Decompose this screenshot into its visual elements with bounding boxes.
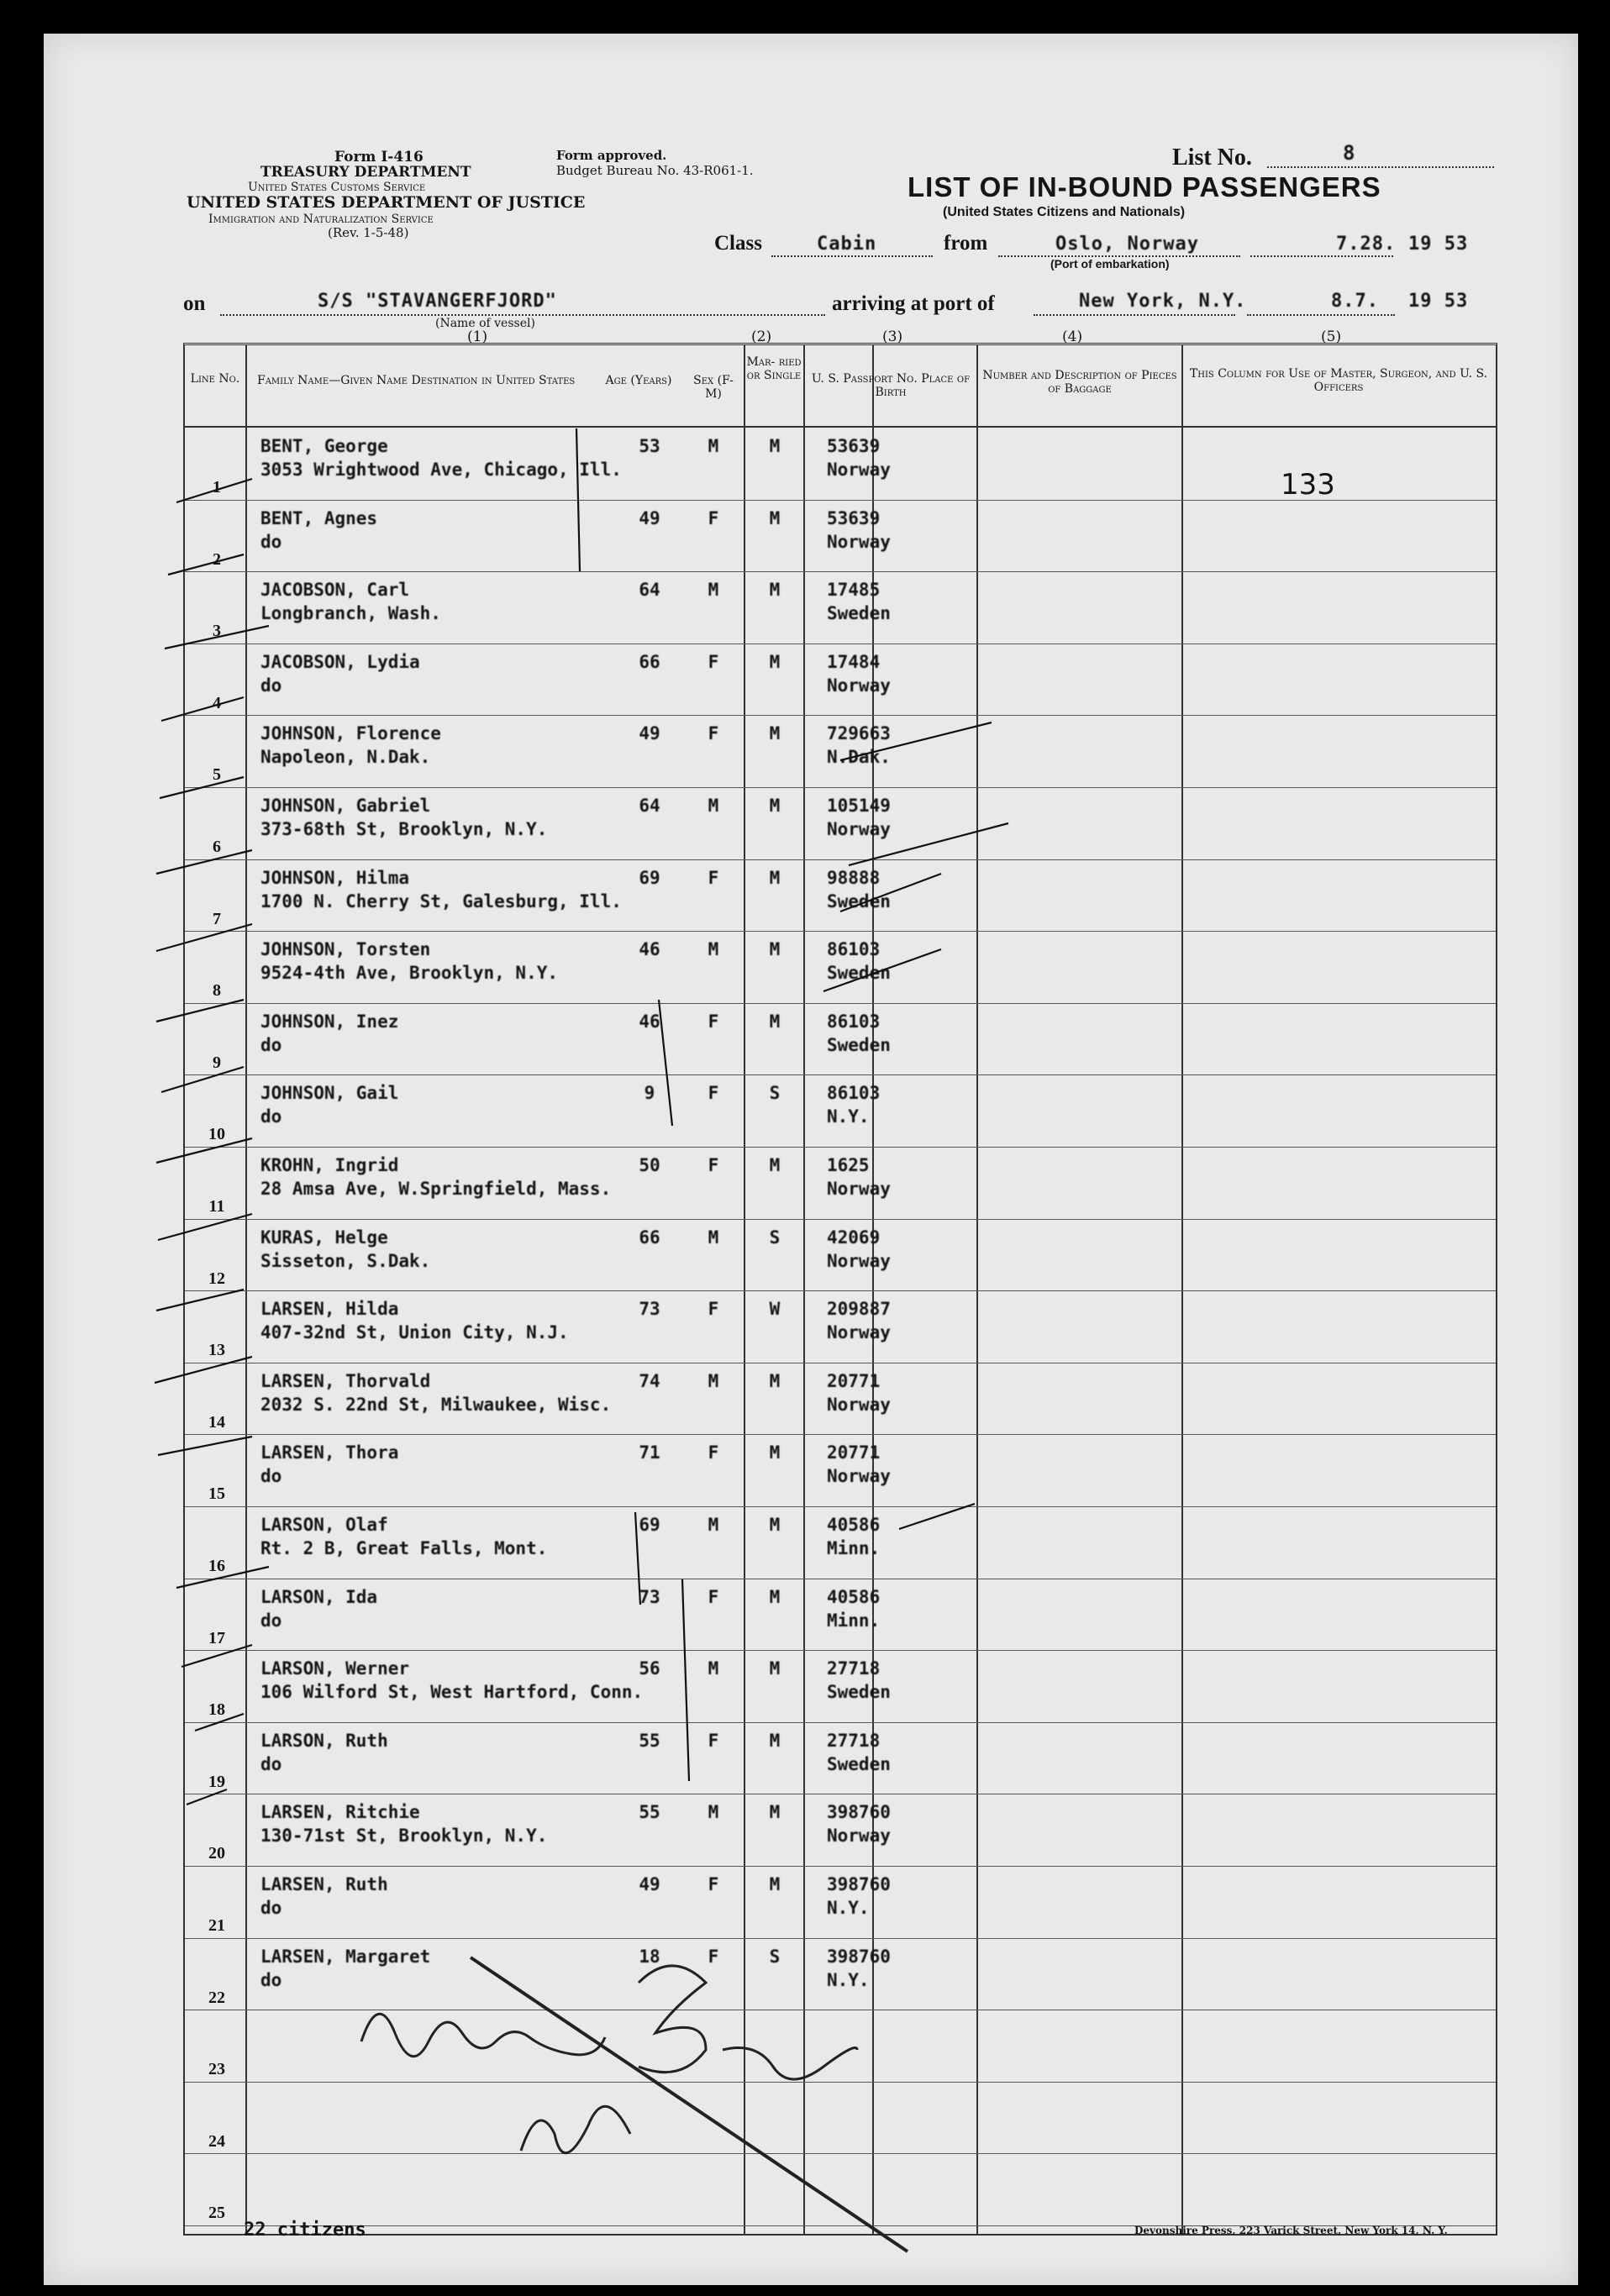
- passenger-name: BENT, Agnes: [260, 507, 378, 528]
- passenger-destination: Longbranch, Wash.: [260, 603, 441, 624]
- passenger-destination: Sisseton, S.Dak.: [260, 1250, 431, 1271]
- passenger-name: JACOBSON, Carl: [260, 580, 410, 601]
- vessel-name: S/S "STAVANGERFJORD": [318, 291, 557, 312]
- passenger-age: 55: [639, 1802, 660, 1823]
- place-of-birth: N.Y.: [827, 1106, 870, 1127]
- place-of-birth: Sweden: [827, 1753, 891, 1774]
- passenger-destination: do: [260, 1034, 282, 1055]
- line-number: 8: [213, 981, 221, 1001]
- line-number: 5: [213, 765, 221, 785]
- passenger-name: LARSON, Ruth: [260, 1730, 388, 1751]
- passenger-sex: M: [708, 1802, 719, 1823]
- passenger-name: JOHNSON, Inez: [260, 1011, 399, 1032]
- arriving-label: arriving at port of: [832, 292, 995, 315]
- passenger-age: 69: [639, 1515, 660, 1535]
- passport-number: 86103: [827, 1083, 881, 1104]
- passport-number: 53639: [827, 507, 881, 528]
- passenger-name: KURAS, Helge: [260, 1227, 388, 1248]
- passenger-destination: 2032 S. 22nd St, Milwaukee, Wisc.: [260, 1394, 612, 1415]
- passenger-age: 73: [639, 1299, 660, 1320]
- line-number: 15: [208, 1484, 225, 1504]
- citizens-total: 22 citizens: [244, 2220, 366, 2241]
- place-of-birth: Norway: [827, 1394, 891, 1415]
- passenger-marital: M: [769, 939, 781, 960]
- passenger-name: LARSEN, Hilda: [260, 1299, 399, 1320]
- passport-number: 17485: [827, 580, 881, 601]
- header-baggage: Number and Description of Pieces of Baggage: [982, 369, 1177, 396]
- line-number: 23: [208, 2060, 225, 2079]
- passenger-marital: M: [769, 1730, 781, 1751]
- line-number: 16: [208, 1557, 225, 1575]
- line-number: 22: [208, 1988, 225, 2007]
- passenger-destination: do: [260, 1969, 282, 1990]
- passport-number: 1625: [827, 1155, 870, 1175]
- passenger-marital: M: [769, 1011, 781, 1032]
- passenger-name: BENT, George: [260, 436, 388, 456]
- passenger-destination: 28 Amsa Ave, W.Springfield, Mass.: [260, 1179, 612, 1199]
- passenger-marital: M: [769, 507, 781, 528]
- passenger-name: LARSEN, Thorvald: [260, 1370, 431, 1391]
- passenger-marital: M: [769, 867, 781, 888]
- passenger-destination: Napoleon, N.Dak.: [260, 747, 431, 768]
- line-number: 13: [208, 1341, 225, 1360]
- header-married: Mar- ried or Single: [746, 355, 802, 382]
- passenger-name: LARSEN, Margaret: [260, 1946, 431, 1967]
- place-of-birth: Sweden: [827, 603, 891, 624]
- treasury-dept: TREASURY DEPARTMENT: [260, 164, 471, 181]
- passenger-age: 66: [639, 651, 660, 672]
- passenger-name: JOHNSON, Hilma: [260, 867, 410, 888]
- passenger-destination: Rt. 2 B, Great Falls, Mont.: [260, 1538, 548, 1558]
- passenger-destination: do: [260, 1106, 282, 1127]
- passport-number: 20771: [827, 1370, 881, 1391]
- passenger-age: 66: [639, 1227, 660, 1248]
- passenger-age: 55: [639, 1730, 660, 1751]
- passenger-sex: F: [708, 1730, 719, 1751]
- passport-number: 27718: [827, 1730, 881, 1751]
- passenger-marital: S: [769, 1083, 781, 1104]
- passenger-destination: do: [260, 1466, 282, 1487]
- passenger-sex: F: [708, 651, 719, 672]
- line-number: 3: [213, 622, 221, 641]
- line-number: 21: [208, 1916, 225, 1935]
- passenger-sex: M: [708, 580, 719, 601]
- passenger-destination: 3053 Wrightwood Ave, Chicago, Ill.: [260, 460, 622, 480]
- passenger-sex: M: [708, 1227, 719, 1248]
- passenger-age: 50: [639, 1155, 660, 1175]
- passenger-marital: M: [769, 796, 781, 816]
- passenger-sex: F: [708, 1083, 719, 1104]
- passenger-destination: 407-32nd St, Union City, N.J.: [260, 1322, 569, 1343]
- passenger-name: JOHNSON, Gail: [260, 1083, 399, 1104]
- passenger-name: LARSEN, Ruth: [260, 1874, 388, 1894]
- printer-imprint: Devonshire Press, 223 Varick Street, New York 14, N. Y.: [1134, 2225, 1448, 2236]
- passenger-name: JOHNSON, Gabriel: [260, 796, 431, 816]
- place-of-birth: Norway: [827, 1179, 891, 1199]
- line-number: 25: [208, 2204, 225, 2223]
- passport-number: 209887: [827, 1299, 891, 1320]
- place-of-birth: Norway: [827, 675, 891, 696]
- line-number: 10: [208, 1125, 225, 1144]
- line-number: 11: [208, 1197, 225, 1216]
- passport-number: 398760: [827, 1874, 891, 1894]
- place-of-birth: Norway: [827, 1250, 891, 1271]
- passenger-name: LARSON, Ida: [260, 1586, 378, 1607]
- passenger-destination: 130-71st St, Brooklyn, N.Y.: [260, 1826, 548, 1847]
- passenger-sex: F: [708, 723, 719, 744]
- col-number-5: (5): [1321, 328, 1342, 345]
- line-number: 12: [208, 1269, 225, 1288]
- header-name: Family Name—Given Name Destination in United States: [257, 374, 576, 387]
- place-of-birth: Norway: [827, 531, 891, 552]
- line-number: 14: [208, 1412, 225, 1432]
- passenger-name: LARSEN, Ritchie: [260, 1802, 420, 1823]
- port-of-embarkation-note: (Port of embarkation): [1050, 257, 1170, 271]
- passenger-destination: do: [260, 1610, 282, 1631]
- col-number-3: (3): [882, 328, 903, 345]
- passport-number: 27718: [827, 1658, 881, 1679]
- col-number-2: (2): [751, 328, 772, 345]
- passenger-destination: 106 Wilford St, West Hartford, Conn.: [260, 1682, 644, 1703]
- vessel-note: (Name of vessel): [435, 317, 535, 330]
- place-of-birth: Norway: [827, 819, 891, 839]
- passenger-marital: M: [769, 1515, 781, 1535]
- place-of-birth: Sweden: [827, 1034, 891, 1055]
- passenger-marital: S: [769, 1227, 781, 1248]
- departure-date: 7.28.: [1336, 234, 1397, 255]
- passport-number: 729663: [827, 723, 891, 744]
- passport-number: 53639: [827, 436, 881, 456]
- line-number: 1: [213, 478, 221, 497]
- passport-number: 42069: [827, 1227, 881, 1248]
- line-number: 20: [208, 1844, 225, 1863]
- passenger-age: 9: [644, 1083, 655, 1104]
- list-no-value: 8: [1343, 141, 1356, 165]
- passenger-marital: M: [769, 1442, 781, 1463]
- passenger-age: 53: [639, 436, 660, 456]
- line-number: 4: [213, 693, 221, 712]
- passenger-sex: F: [708, 1874, 719, 1894]
- header-sex: Sex (F-M): [693, 374, 734, 401]
- passenger-age: 74: [639, 1370, 660, 1391]
- passport-number: 98888: [827, 867, 881, 888]
- passenger-age: 64: [639, 796, 660, 816]
- passenger-marital: M: [769, 723, 781, 744]
- passport-number: 398760: [827, 1946, 891, 1967]
- header-officers: This Column for Use of Master, Surgeon, and U. S. Officers: [1189, 367, 1488, 394]
- line-number: 19: [208, 1772, 225, 1791]
- passenger-sex: F: [708, 1586, 719, 1607]
- passenger-name: JACOBSON, Lydia: [260, 651, 420, 672]
- passenger-marital: M: [769, 1658, 781, 1679]
- from-value: Oslo, Norway: [1055, 234, 1199, 255]
- passenger-marital: M: [769, 651, 781, 672]
- passenger-age: 71: [639, 1442, 660, 1463]
- passenger-sex: M: [708, 1515, 719, 1535]
- passport-number: 398760: [827, 1802, 891, 1823]
- passenger-sex: F: [708, 1011, 719, 1032]
- passenger-destination: 373-68th St, Brooklyn, N.Y.: [260, 819, 548, 839]
- passenger-name: JOHNSON, Florence: [260, 723, 441, 744]
- place-of-birth: Minn.: [827, 1610, 881, 1631]
- passenger-marital: M: [769, 1155, 781, 1175]
- passenger-marital: M: [769, 1874, 781, 1894]
- passenger-destination: do: [260, 1753, 282, 1774]
- passport-number: 86103: [827, 939, 881, 960]
- passport-number: 40586: [827, 1515, 881, 1535]
- passenger-marital: M: [769, 436, 781, 456]
- passenger-destination: do: [260, 675, 282, 696]
- form-title: LIST OF IN-BOUND PASSENGERS: [908, 171, 1381, 202]
- col-number-4: (4): [1062, 328, 1083, 345]
- place-of-birth: Sweden: [827, 1682, 891, 1703]
- passenger-age: 73: [639, 1586, 660, 1607]
- line-number: 18: [208, 1700, 225, 1720]
- passenger-age: 64: [639, 580, 660, 601]
- passenger-sex: M: [708, 436, 719, 456]
- place-of-birth: Norway: [827, 1322, 891, 1343]
- passenger-sex: M: [708, 939, 719, 960]
- place-of-birth: Sweden: [827, 891, 891, 912]
- line-number: 17: [208, 1628, 225, 1647]
- passenger-sex: M: [708, 1370, 719, 1391]
- passenger-sex: M: [708, 1658, 719, 1679]
- header-passport: U. S. Passport No. Place of Birth: [811, 372, 971, 399]
- passenger-name: LARSON, Olaf: [260, 1515, 388, 1535]
- passenger-marital: S: [769, 1946, 781, 1967]
- passenger-sex: M: [708, 796, 719, 816]
- passenger-age: 49: [639, 1874, 660, 1894]
- passenger-name: JOHNSON, Torsten: [260, 939, 431, 960]
- passenger-sex: F: [708, 1946, 719, 1967]
- line-number: 7: [213, 909, 221, 928]
- form-subtitle: (United States Citizens and Nationals): [943, 205, 1186, 219]
- passenger-destination: 9524-4th Ave, Brooklyn, N.Y.: [260, 963, 559, 984]
- passenger-age: 18: [639, 1946, 660, 1967]
- passenger-destination: do: [260, 1898, 282, 1918]
- passport-number: 17484: [827, 651, 881, 672]
- line-number: 9: [213, 1053, 221, 1072]
- passenger-age: 49: [639, 507, 660, 528]
- col-number-1: (1): [467, 328, 488, 345]
- arrival-date: 8.7.: [1331, 291, 1379, 312]
- passenger-destination: do: [260, 531, 282, 552]
- passenger-age: 49: [639, 723, 660, 744]
- place-of-birth: N.Dak.: [827, 747, 891, 768]
- passenger-age: 56: [639, 1658, 660, 1679]
- place-of-birth: Norway: [827, 1826, 891, 1847]
- justice-dept: UNITED STATES DEPARTMENT OF JUSTICE: [187, 193, 586, 212]
- place-of-birth: Norway: [827, 1466, 891, 1487]
- arrival-port: New York, N.Y.: [1079, 291, 1247, 312]
- header-age: Age (Years): [605, 374, 672, 387]
- passenger-sex: F: [708, 1442, 719, 1463]
- place-of-birth: N.Y.: [827, 1898, 870, 1918]
- customs-service: United States Customs Service: [248, 181, 426, 194]
- passport-number: 20771: [827, 1442, 881, 1463]
- passenger-marital: W: [769, 1299, 781, 1320]
- passport-number: 86103: [827, 1011, 881, 1032]
- revision: (Rev. 1-5-48): [328, 225, 409, 240]
- passport-number: 40586: [827, 1586, 881, 1607]
- line-number: 24: [208, 2131, 225, 2151]
- list-no-label: List No.: [1172, 144, 1252, 171]
- from-label: from: [944, 232, 988, 255]
- place-of-birth: Norway: [827, 460, 891, 480]
- passenger-sex: F: [708, 1155, 719, 1175]
- passenger-marital: M: [769, 1586, 781, 1607]
- passenger-name: LARSEN, Thora: [260, 1442, 399, 1463]
- passenger-marital: M: [769, 580, 781, 601]
- passenger-sex: F: [708, 1299, 719, 1320]
- passenger-marital: M: [769, 1370, 781, 1391]
- line-number: 2: [213, 549, 221, 569]
- passenger-name: LARSON, Werner: [260, 1658, 410, 1679]
- header-line-no: Line No.: [190, 372, 240, 386]
- place-of-birth: Sweden: [827, 963, 891, 984]
- place-of-birth: N.Y.: [827, 1969, 870, 1990]
- officer-note: 133: [1281, 468, 1335, 502]
- on-label: on: [183, 292, 206, 315]
- arrival-year: 19 53: [1408, 291, 1469, 312]
- line-number: 6: [213, 838, 221, 856]
- passenger-age: 46: [639, 939, 660, 960]
- budget-bureau: Budget Bureau No. 43-R061-1.: [556, 163, 754, 178]
- passenger-sex: F: [708, 507, 719, 528]
- passenger-age: 46: [639, 1011, 660, 1032]
- passport-number: 105149: [827, 796, 891, 816]
- departure-year: 19 53: [1408, 234, 1469, 255]
- form-approved: Form approved.: [556, 148, 667, 163]
- passenger-destination: 1700 N. Cherry St, Galesburg, Ill.: [260, 891, 622, 912]
- place-of-birth: Minn.: [827, 1538, 881, 1558]
- passenger-marital: M: [769, 1802, 781, 1823]
- class-value: Cabin: [817, 234, 877, 255]
- passenger-name: KROHN, Ingrid: [260, 1155, 399, 1175]
- form-number: Form I-416: [334, 149, 424, 166]
- class-label: Class: [714, 232, 762, 255]
- passenger-sex: F: [708, 867, 719, 888]
- passenger-age: 69: [639, 867, 660, 888]
- ins-service: Immigration and Naturalization Service: [208, 213, 434, 226]
